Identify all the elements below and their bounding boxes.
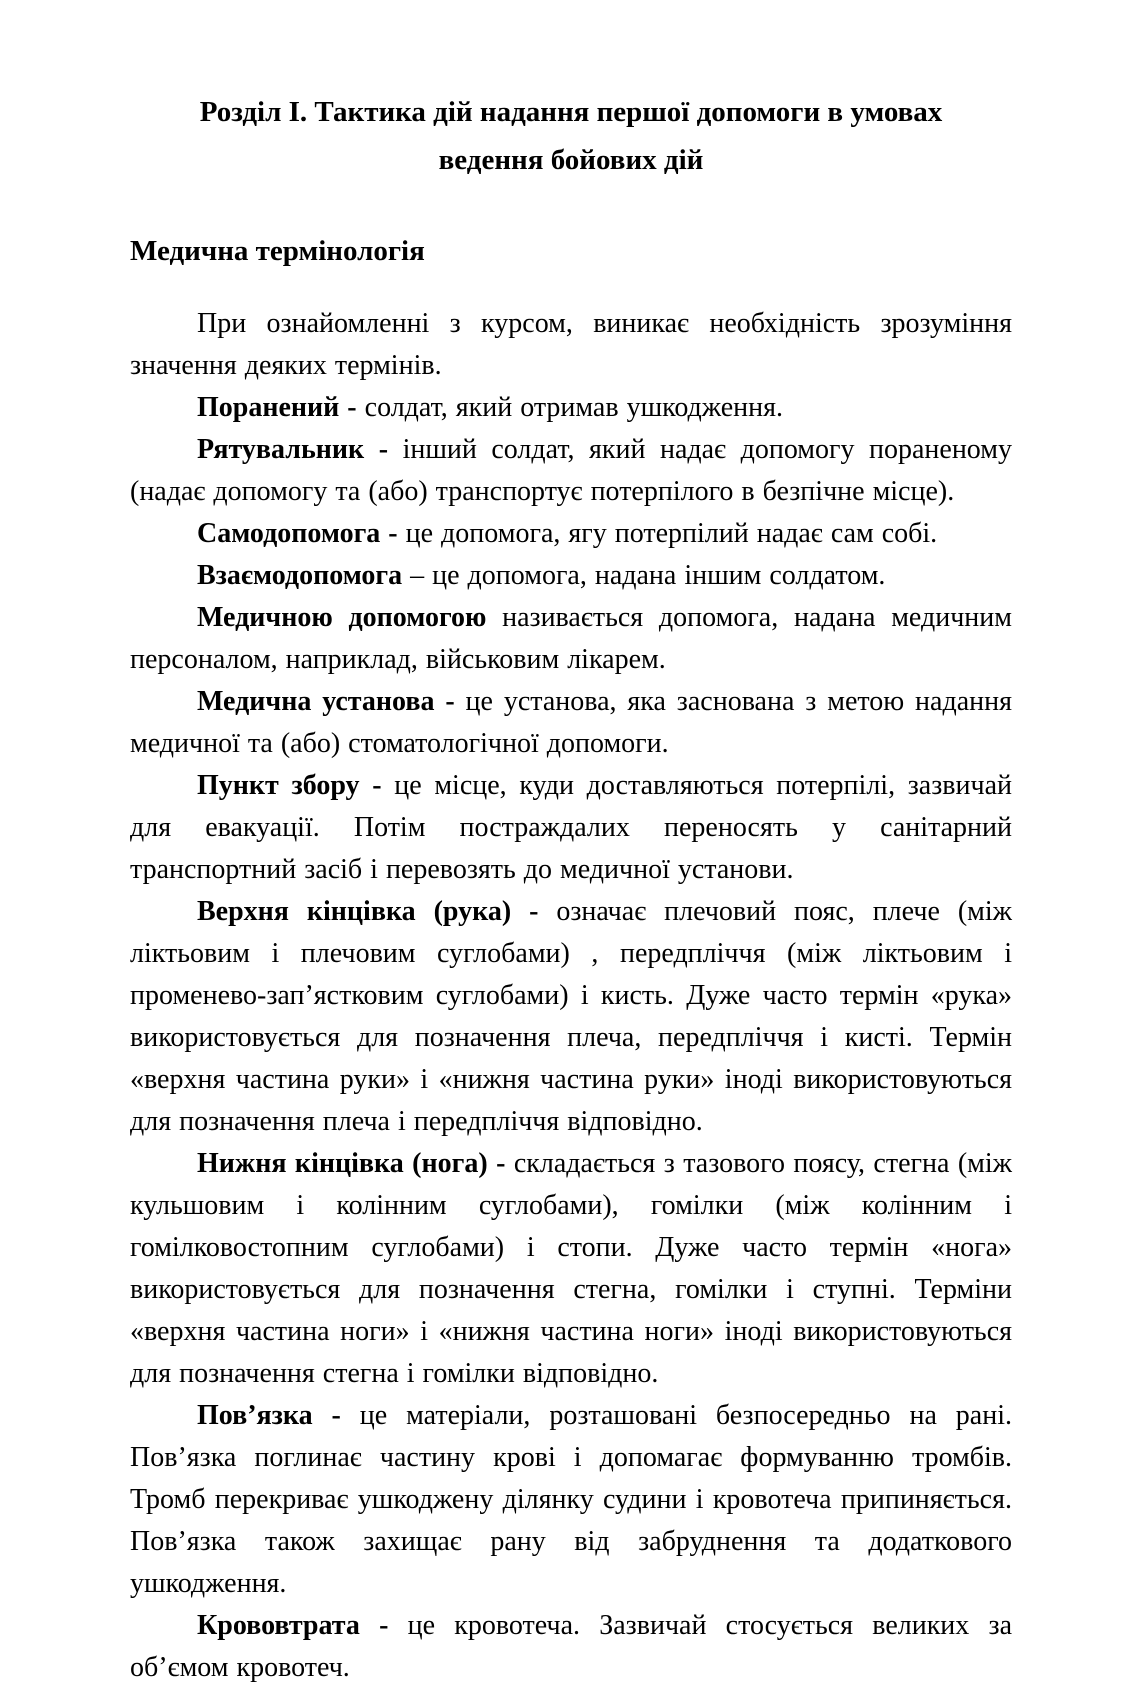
paragraph xyxy=(130,1143,1012,1395)
paragraph xyxy=(130,303,1012,387)
para-text: це установа, яка заснована з метою надання медичної та (або) стоматологічної допомоги. xyxy=(130,686,1012,759)
term-label: Нижня кінцівка (нога) - xyxy=(197,1148,506,1179)
para-text: означає плечовий пояс, плече (між ліктьовим і плечовим суглобами) , передпліччя (між ліктьовим і променево-зап’ястковим суглобами) і кисть. Дуже часто термін «рука» використовується для позначення плеча, передпліччя і кисті. Термін «верхня частина руки» і «нижня частина руки» іноді використовуються для позначення плеча і передпліччя відповідно. xyxy=(130,896,1012,1137)
term-label: Самодопомога - xyxy=(197,518,398,549)
para-text: інший солдат, який надає допомогу пораненому (надає допомогу та (або) транспортує потерпілого в безпічне місце). xyxy=(130,434,1012,507)
paragraph xyxy=(130,1605,1012,1689)
term-label: Верхня кінцівка (рука) - xyxy=(197,896,539,927)
term-label: Поранений - xyxy=(197,392,357,423)
term-label: Пункт збору - xyxy=(197,770,382,801)
paragraphs-container xyxy=(130,303,1012,1689)
para-text: називається допомога, надана медичним персоналом, наприклад, військовим лікарем. xyxy=(130,602,1012,675)
paragraph xyxy=(130,555,1012,597)
section-heading: Медична термінологія xyxy=(130,235,425,267)
paragraph xyxy=(130,429,1012,513)
term-label: Пов’язка - xyxy=(197,1400,341,1431)
paragraph xyxy=(130,681,1012,765)
paragraph xyxy=(130,387,1012,429)
para-text: це кровотеча. Зазвичай стосується великих за об’ємом кровотеч. xyxy=(130,1610,1012,1683)
paragraph xyxy=(130,1395,1012,1605)
page-title-line1: Розділ I. Тактика дій надання першої допомоги в умовах xyxy=(199,96,943,128)
term-label: Взаємодопомога xyxy=(197,560,403,591)
term-label: Крововтрата - xyxy=(197,1610,389,1641)
para-text: складається з тазового поясу, стегна (між кульшовим і колінним суглобами), гомілки (між колінним і гомілковостопним суглобами) і стопи. Дуже часто термін «нога» використовується для позначення стегна, гомілки і ступні. Терміни «верхня частина ноги» і «нижня частина ноги» іноді використовуються для позначення стегна і гомілки відповідно. xyxy=(130,1148,1012,1389)
paragraph xyxy=(130,891,1012,1143)
paragraph xyxy=(130,765,1012,891)
term-label: Медична установа - xyxy=(197,686,455,717)
para-text: – це допомога, надана іншим солдатом. xyxy=(402,560,886,591)
paragraph xyxy=(130,597,1012,681)
page-title xyxy=(130,88,1012,184)
page-title-line2: ведення бойових дій xyxy=(438,144,704,176)
term-label: Рятувальник - xyxy=(197,434,389,465)
para-text: це допомога, ягу потерпілий надає сам собі. xyxy=(397,518,938,549)
para-text: це матеріали, розташовані безпосередньо на рані. Пов’язка поглинає частину крові і допомагає формуванню тромбів. Тромб перекриває ушкоджену ділянку судини і кровотеча припиняється. Пов’язка також захищає рану від забруднення та додаткового ушкодження. xyxy=(130,1400,1012,1599)
para-text: солдат, який отримав ушкодження. xyxy=(356,392,784,423)
para-text: це місце, куди доставляються потерпілі, зазвичай для евакуації. Потім постраждалих переносять у санітарний транспортний засіб і перевозять до медичної установи. xyxy=(130,770,1012,885)
term-label: Медичною допомогою xyxy=(197,602,487,633)
paragraph xyxy=(130,513,1012,555)
para-text: При ознайомленні з курсом, виникає необхідність зрозуміння значення деяких термінів. xyxy=(130,308,1012,381)
